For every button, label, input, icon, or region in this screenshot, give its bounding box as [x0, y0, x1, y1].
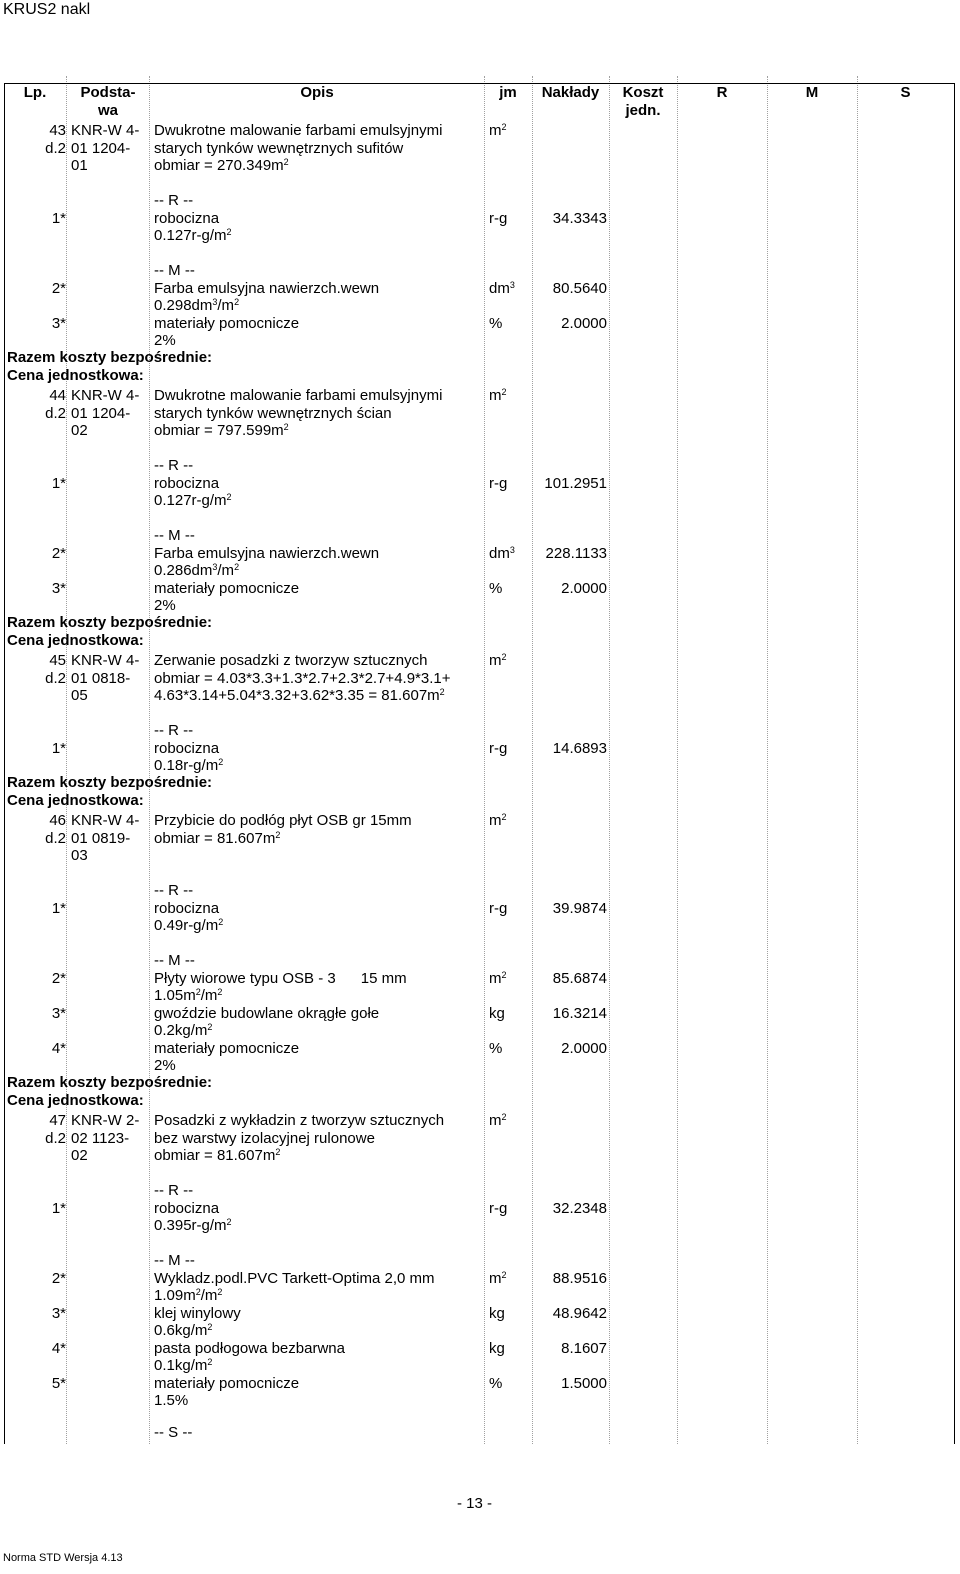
resource-norm: $0.286dm^3/m^2$: [154, 562, 240, 579]
position-jm: $m^2$: [489, 122, 507, 139]
resource-name: robocizna: [154, 900, 220, 917]
header-opis: Opis: [300, 84, 334, 101]
position-opis: Przybicie do podłóg płyt OSB gr 15mm obmiar = $81.607m^2$: [154, 812, 412, 847]
resource-name: robocizna: [154, 740, 220, 757]
resource-unit: %: [489, 315, 503, 332]
resource-unit: r-g: [489, 475, 508, 492]
resource-norm: 2%: [154, 332, 176, 349]
cena-label: Cena jednostkowa:: [7, 367, 144, 384]
resource-unit: $m^2$: [489, 970, 507, 987]
resource-name: materiały pomocnicze: [154, 1375, 300, 1392]
resource-name: robocizna: [154, 210, 220, 227]
resource-value: 2.0000: [561, 315, 607, 332]
position-jm: $m^2$: [489, 812, 507, 829]
header-podstawa: [66, 84, 150, 120]
resource-unit: %: [489, 1040, 503, 1057]
m-section-header: -- M --: [154, 262, 195, 279]
resource-number: 1*: [51, 1200, 66, 1217]
position-podstawa: KNR-W 4- 01 1204- 02: [71, 387, 140, 439]
cena-label: Cena jednostkowa:: [7, 1092, 144, 1109]
resource-norm: $1.05m^2/m^2$: [154, 987, 223, 1004]
resource-norm: 1.5%: [154, 1392, 189, 1409]
r-section-header: -- R --: [154, 192, 194, 209]
header-naklady: Nakłady: [541, 84, 600, 101]
r-section-header: -- R --: [154, 882, 194, 899]
header-s: S: [900, 84, 911, 101]
resource-number: 2*: [51, 970, 66, 987]
cena-label: Cena jednostkowa:: [7, 792, 144, 809]
col-sep: [857, 76, 858, 1444]
razem-label: Razem koszty bezpośrednie:: [7, 614, 213, 631]
col-sep: [677, 76, 678, 1444]
resource-unit: r-g: [489, 1200, 508, 1217]
resource-unit: kg: [489, 1305, 505, 1322]
resource-value: 2.0000: [561, 580, 607, 597]
resource-value: 101.2951: [544, 475, 607, 492]
resource-norm: $0.49r-g/m^2$: [154, 917, 224, 934]
resource-value: 85.6874: [552, 970, 607, 987]
resource-unit: kg: [489, 1340, 505, 1357]
position-opis: Dwukrotne malowanie farbami emulsyjnymi starych tynków wewnętrznych ścian obmiar = $797.599m^2$: [154, 387, 443, 439]
resource-value: 14.6893: [552, 740, 607, 757]
position-lp: 45 d.2: [45, 652, 66, 687]
position-podstawa: KNR-W 4- 01 0819- 03: [71, 812, 140, 864]
resource-number: 5*: [51, 1375, 66, 1392]
position-jm: $m^2$: [489, 652, 507, 669]
razem-label: Razem koszty bezpośrednie:: [7, 774, 213, 791]
resource-name: gwoździe budowlane okrągłe gołe: [154, 1005, 380, 1022]
m-section-header: -- M --: [154, 952, 195, 969]
resource-value: 2.0000: [561, 1040, 607, 1057]
resource-number: 1*: [51, 740, 66, 757]
col-sep: [609, 76, 610, 1444]
resource-norm: 2%: [154, 1057, 176, 1074]
resource-norm: $0.127r-g/m^2$: [154, 227, 232, 244]
resource-value: 8.1607: [561, 1340, 607, 1357]
header-koszt: [609, 84, 677, 120]
page-number: - 13 -: [457, 1495, 493, 1512]
resource-unit: $dm^3$: [489, 545, 515, 562]
razem-label: Razem koszty bezpośrednie:: [7, 349, 213, 366]
resource-norm: $0.127r-g/m^2$: [154, 492, 232, 509]
position-opis: Posadzki z wykładzin z tworzyw sztucznych bez warstwy izolacyjnej rulonowe obmiar = $81.607m^2$: [154, 1112, 445, 1164]
resource-norm: $0.1kg/m^2$: [154, 1357, 213, 1374]
resource-number: 4*: [51, 1040, 66, 1057]
resource-value: 39.9874: [552, 900, 607, 917]
resource-name: materiały pomocnicze: [154, 1040, 300, 1057]
header-koszt-line1: Koszt: [622, 84, 664, 101]
col-sep: [767, 76, 768, 1444]
resource-norm: $0.2kg/m^2$: [154, 1022, 213, 1039]
resource-number: 3*: [51, 580, 66, 597]
resource-norm: $0.298dm^3/m^2$: [154, 297, 240, 314]
position-lp: 46 d.2: [45, 812, 66, 847]
header-podstawa-line2: wa: [97, 102, 118, 119]
resource-number: 1*: [51, 210, 66, 227]
resource-number: 1*: [51, 900, 66, 917]
header-m: M: [805, 84, 819, 101]
header-r: R: [716, 84, 728, 101]
resource-unit: %: [489, 1375, 503, 1392]
position-lp: 47 d.2: [45, 1112, 66, 1147]
resource-unit: r-g: [489, 740, 508, 757]
resource-unit: r-g: [489, 210, 508, 227]
resource-name: pasta podłogowa bezbarwna: [154, 1340, 345, 1357]
header-jm: jm: [499, 84, 517, 101]
resource-name: materiały pomocnicze: [154, 580, 300, 597]
resource-value: 80.5640: [552, 280, 607, 297]
resource-norm: $0.395r-g/m^2$: [154, 1217, 232, 1234]
resource-number: 3*: [51, 315, 66, 332]
resource-unit: $m^2$: [489, 1270, 507, 1287]
software-version: Norma STD Wersja 4.13: [3, 1552, 123, 1564]
resource-name: robocizna: [154, 1200, 220, 1217]
r-section-header: -- R --: [154, 1182, 194, 1199]
resource-norm: $0.6kg/m^2$: [154, 1322, 213, 1339]
resource-number: 4*: [51, 1340, 66, 1357]
position-podstawa: KNR-W 2- 02 1123- 02: [71, 1112, 140, 1164]
resource-name: Płyty wiorowe typu OSB - 3 15 mm: [154, 970, 407, 987]
resource-number: 3*: [51, 1305, 66, 1322]
position-lp: 44 d.2: [45, 387, 66, 422]
r-section-header: -- R --: [154, 457, 194, 474]
resource-number: 2*: [51, 1270, 66, 1287]
resource-number: 1*: [51, 475, 66, 492]
resource-unit: r-g: [489, 900, 508, 917]
resource-value: 34.3343: [552, 210, 607, 227]
resource-unit: %: [489, 580, 503, 597]
resource-number: 2*: [51, 280, 66, 297]
resource-value: 228.1133: [545, 545, 607, 562]
resource-name: Wykladz.podl.PVC Tarkett-Optima 2,0 mm: [154, 1270, 435, 1287]
resource-value: 48.9642: [552, 1305, 607, 1322]
razem-label: Razem koszty bezpośrednie:: [7, 1074, 213, 1091]
resource-name: Farba emulsyjna nawierzch.wewn: [154, 545, 380, 562]
resource-name: Farba emulsyjna nawierzch.wewn: [154, 280, 380, 297]
position-jm: $m^2$: [489, 387, 507, 404]
resource-norm: $1.09m^2/m^2$: [154, 1287, 223, 1304]
header-koszt-line2: jedn.: [625, 102, 661, 119]
s-section-header: -- S --: [154, 1424, 193, 1441]
resource-value: 16.3214: [552, 1005, 607, 1022]
window-title: KRUS2 nakl: [3, 1, 91, 18]
resource-name: robocizna: [154, 475, 220, 492]
resource-number: 2*: [51, 545, 66, 562]
header-lp: Lp.: [23, 84, 47, 101]
position-podstawa: KNR-W 4- 01 0818- 05: [71, 652, 140, 704]
resource-value: 32.2348: [552, 1200, 607, 1217]
resource-name: materiały pomocnicze: [154, 315, 300, 332]
resource-name: klej winylowy: [154, 1305, 241, 1322]
resource-number: 3*: [51, 1005, 66, 1022]
resource-value: 88.9516: [552, 1270, 607, 1287]
resource-unit: kg: [489, 1005, 505, 1022]
cost-table: [4, 76, 955, 1444]
position-lp: 43 d.2: [45, 122, 66, 157]
resource-unit: $dm^3$: [489, 280, 515, 297]
cena-label: Cena jednostkowa:: [7, 632, 144, 649]
position-opis: Dwukrotne malowanie farbami emulsyjnymi starych tynków wewnętrznych sufitów obmiar = $270.349m^2$: [154, 122, 443, 174]
header-podstawa-line1: Podsta-: [80, 84, 136, 101]
m-section-header: -- M --: [154, 1252, 195, 1269]
m-section-header: -- M --: [154, 527, 195, 544]
position-podstawa: KNR-W 4- 01 1204- 01: [71, 122, 140, 174]
table-right-border: [954, 83, 955, 1444]
resource-norm: $0.18r-g/m^2$: [154, 757, 224, 774]
r-section-header: -- R --: [154, 722, 194, 739]
resource-value: 1.5000: [561, 1375, 607, 1392]
resource-norm: 2%: [154, 597, 176, 614]
position-jm: $m^2$: [489, 1112, 507, 1129]
position-opis: Zerwanie posadzki z tworzyw sztucznych obmiar = 4.03*3.3+1.3*2.7+2.3*2.7+4.9*3.1+ $4.63*3.14+5.04*3.32+3.62*3.35 = 81.607m^2$: [154, 652, 451, 704]
